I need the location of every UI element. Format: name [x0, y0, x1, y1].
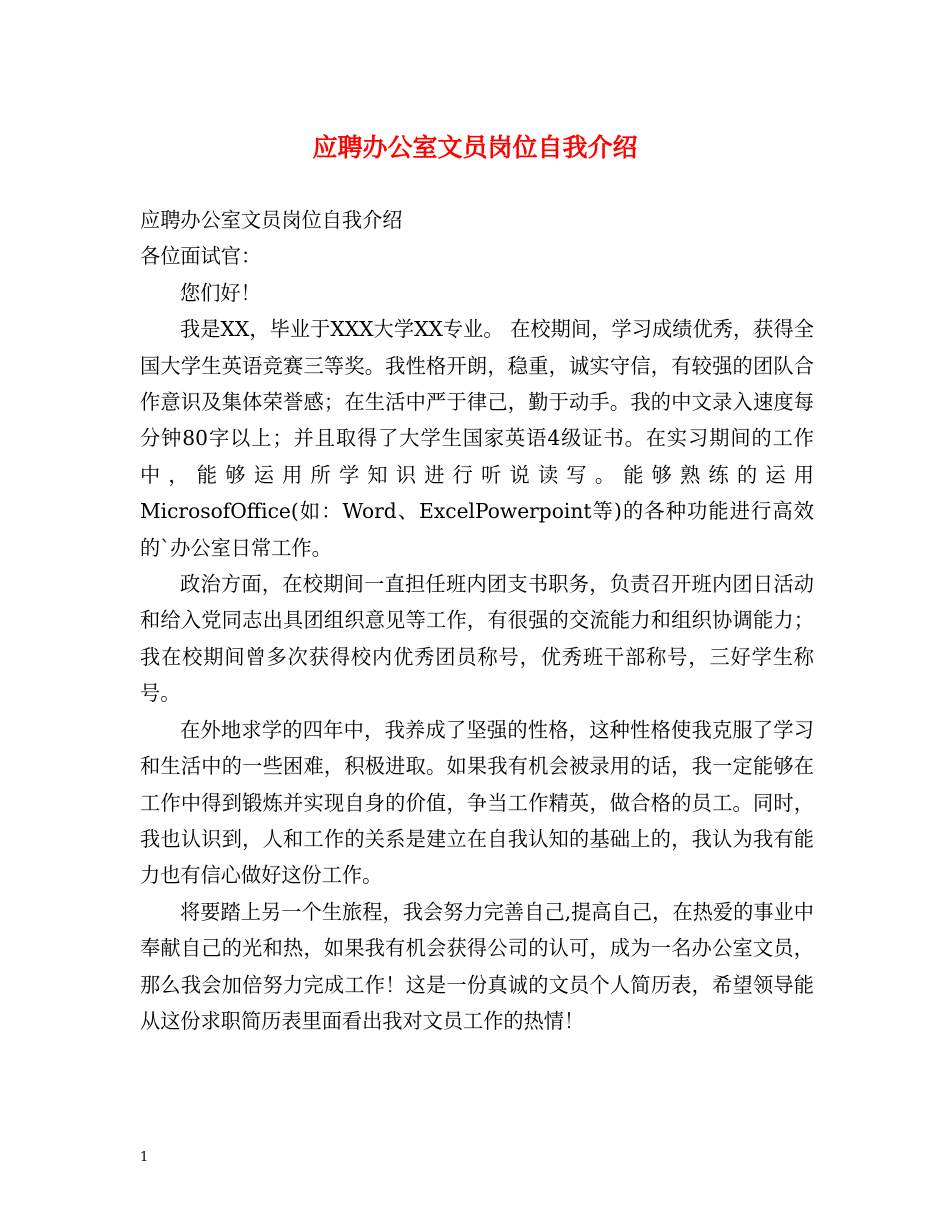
paragraph-closing: 将要踏上另一个生旅程，我会努力完善自己,提高自己，在热爱的事业中奉献自己的光和热，如果我有机会获得公司的认可，成为一名办公室文员，那么我会加倍努力完成工作！这是一份真诚的文员个人简历表，希望领导能从这份求职简历表里面看出我对文员工作的热情！: [140, 899, 814, 1033]
document-subtitle: 应聘办公室文员岗位自我介绍: [140, 208, 403, 232]
document-body: [140, 202, 814, 1039]
paragraph-study-abroad: 在外地求学的四年中，我养成了坚强的性格，这种性格使我克服了学习和生活中的一些困难，积极进取。如果我有机会被录用的话，我一定能够在工作中得到锻炼并实现自身的价值，争当工作精英，做合格的员工。同时，我也认识到，人和工作的关系是建立在自我认知的基础上的，我认为我有能力也有信心做好这份工作。: [140, 717, 814, 888]
page-number: 1: [140, 1150, 149, 1165]
paragraph-introduction: 我是XX，毕业于XXX大学XX专业。 在校期间，学习成绩优秀，获得全国大学生英语竞赛三等奖。我性格开朗，稳重，诚实守信，有较强的团队合作意识及集体荣誉感；在生活中严于律己，勤于动手。我的中文录入速度每分钟80字以上；并且取得了大学生国家英语4级证书。在实习期间的工作中，能够运用所学知识进行听说读写。能够熟练的运用MicrosofOffice(如：Word、ExcelPowerpoint等)的各种功能进行高效的`办公室日常工作。: [140, 317, 814, 560]
salutation: 各位面试官：: [140, 244, 262, 269]
document-title: 应聘办公室文员岗位自我介绍: [312, 133, 638, 162]
greeting: 您们好！: [180, 280, 261, 305]
paragraph-political: 政治方面，在校期间一直担任班内团支书职务，负责召开班内团日活动和给入党同志出具团组织意见等工作，有很强的交流能力和组织协调能力；我在校期间曾多次获得校内优秀团员称号，优秀班干部称号，三好学生称号。: [140, 572, 814, 706]
